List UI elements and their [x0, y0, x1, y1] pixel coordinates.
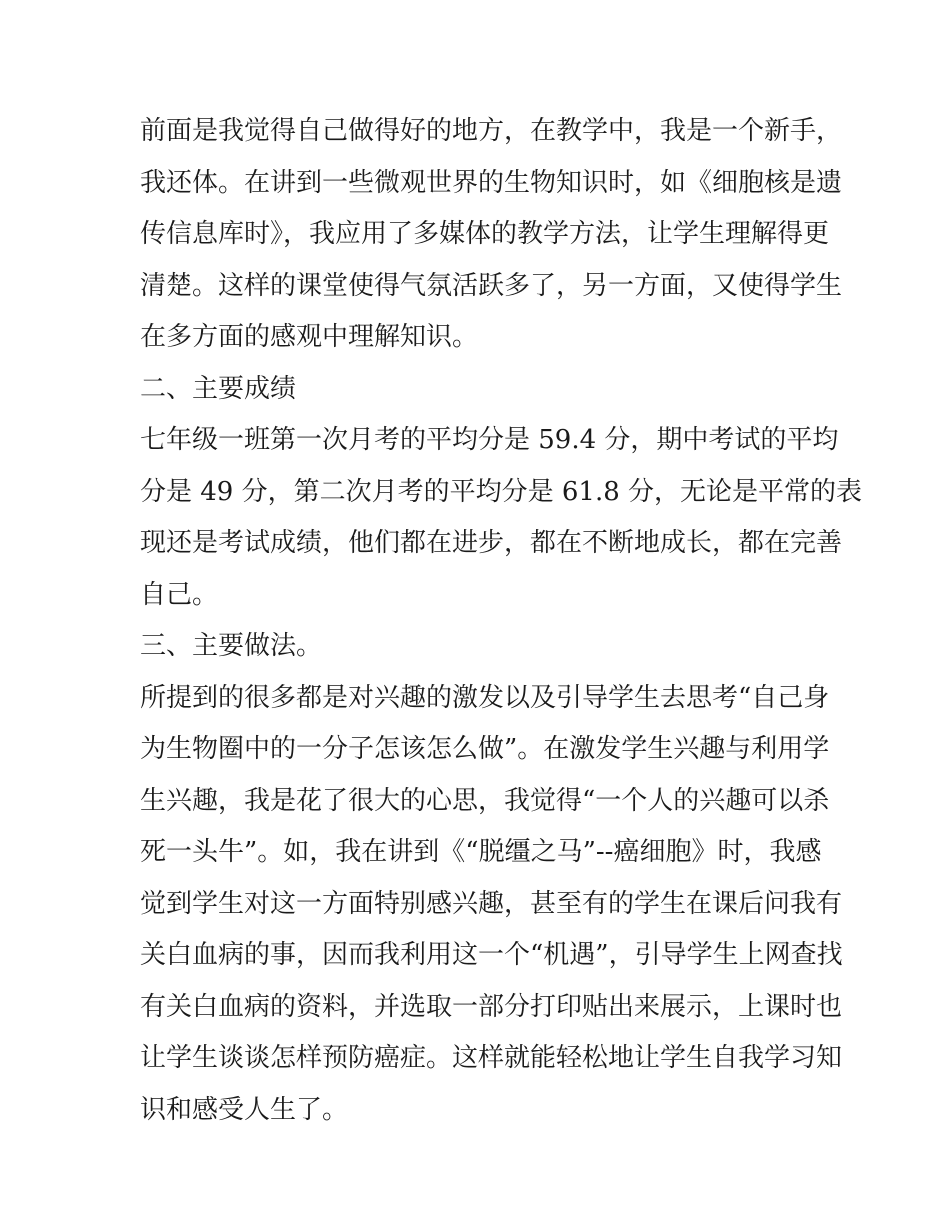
text-line: 七年级一班第一次月考的平均分是 59.4 分，期中考试的平均 [140, 425, 839, 455]
text-line: 死一头牛”。如，我在讲到《“脱缰之马”--癌细胞》时，我感 [140, 837, 822, 867]
text-line: 分是 49 分，第二次月考的平均分是 61.8 分，无论是平常的表 [140, 476, 863, 507]
text-line: 清楚。这样的课堂使得气氛活跃多了，另一方面，又使得学生 [140, 270, 843, 301]
text-line: 现还是考试成绩，他们都在进步，都在不断地成长，都在完善 [140, 528, 843, 558]
section-heading-methods: 三、主要做法。 [140, 631, 323, 661]
text-line: 我还体。在讲到一些微观世界的生物知识时，如《细胞核是遗 [140, 167, 843, 198]
text-line: 前面是我觉得自己做得好的地方，在教学中，我是一个新手， [140, 116, 843, 146]
text-line: 生兴趣，我是花了很大的心思，我觉得“一个人的兴趣可以杀 [140, 785, 830, 816]
text-line: 关白血病的事，因而我利用这一个“机遇”，引导学生上网查找 [140, 940, 843, 970]
text-line: 自己。 [140, 579, 219, 610]
text-line: 传信息库时》，我应用了多媒体的教学方法，让学生理解得更 [140, 219, 830, 249]
text-line: 所提到的很多都是对兴趣的激发以及引导学生去思考“自己身 [140, 682, 830, 713]
text-line: 为生物圈中的一分子怎该怎么做”。在激发学生兴趣与利用学 [140, 734, 830, 764]
text-line: 让学生谈谈怎样预防癌症。这样就能轻松地让学生自我学习知 [140, 1043, 843, 1073]
text-line: 识和感受人生了。 [140, 1094, 349, 1125]
document-body [140, 106, 863, 1136]
text-line: 在多方面的感观中理解知识。 [140, 322, 479, 352]
text-line: 觉到学生对这一方面特别感兴趣，甚至有的学生在课后问我有 [140, 888, 843, 919]
section-heading-achievements: 二、主要成绩 [140, 373, 297, 404]
text-line: 有关白血病的资料，并选取一部分打印贴出来展示，上课时也 [140, 991, 843, 1022]
